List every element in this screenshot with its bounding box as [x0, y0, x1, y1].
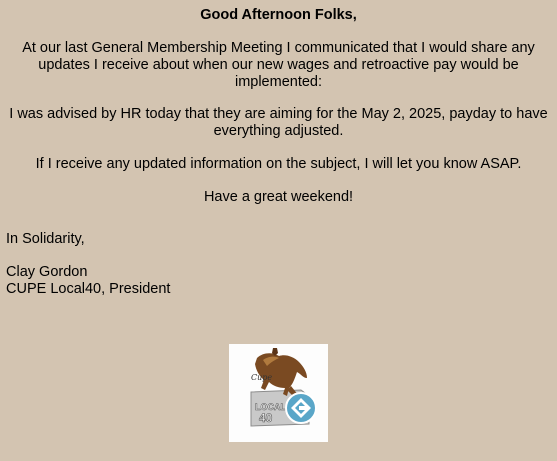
- svg-text:Cupe: Cupe: [251, 373, 273, 382]
- closing-line: In Solidarity,: [6, 231, 85, 247]
- greeting: Good Afternoon Folks,: [200, 7, 357, 23]
- paragraph-hr-payday: I was advised by HR today that they are aiming for the May 2, 2025, payday to have everything adjusted.: [9, 106, 548, 139]
- signature-title: CUPE Local40, President: [6, 281, 171, 297]
- svg-text:LOCAL: LOCAL: [255, 402, 286, 412]
- bronco-logo-icon: [229, 344, 328, 442]
- paragraph-updates: If I receive any updated information on the subject, I will let you know ASAP.: [35, 156, 522, 172]
- svg-text:40: 40: [259, 411, 273, 425]
- signature-name: Clay Gordon: [6, 264, 88, 280]
- cupe-logo-image: [229, 344, 328, 442]
- paragraph-weekend: Have a great weekend!: [203, 189, 354, 205]
- paragraph-wage-update: At our last General Membership Meeting I communicated that I would share any updates I receive about when our new wages and retroactive pay would be implemented:: [22, 40, 535, 90]
